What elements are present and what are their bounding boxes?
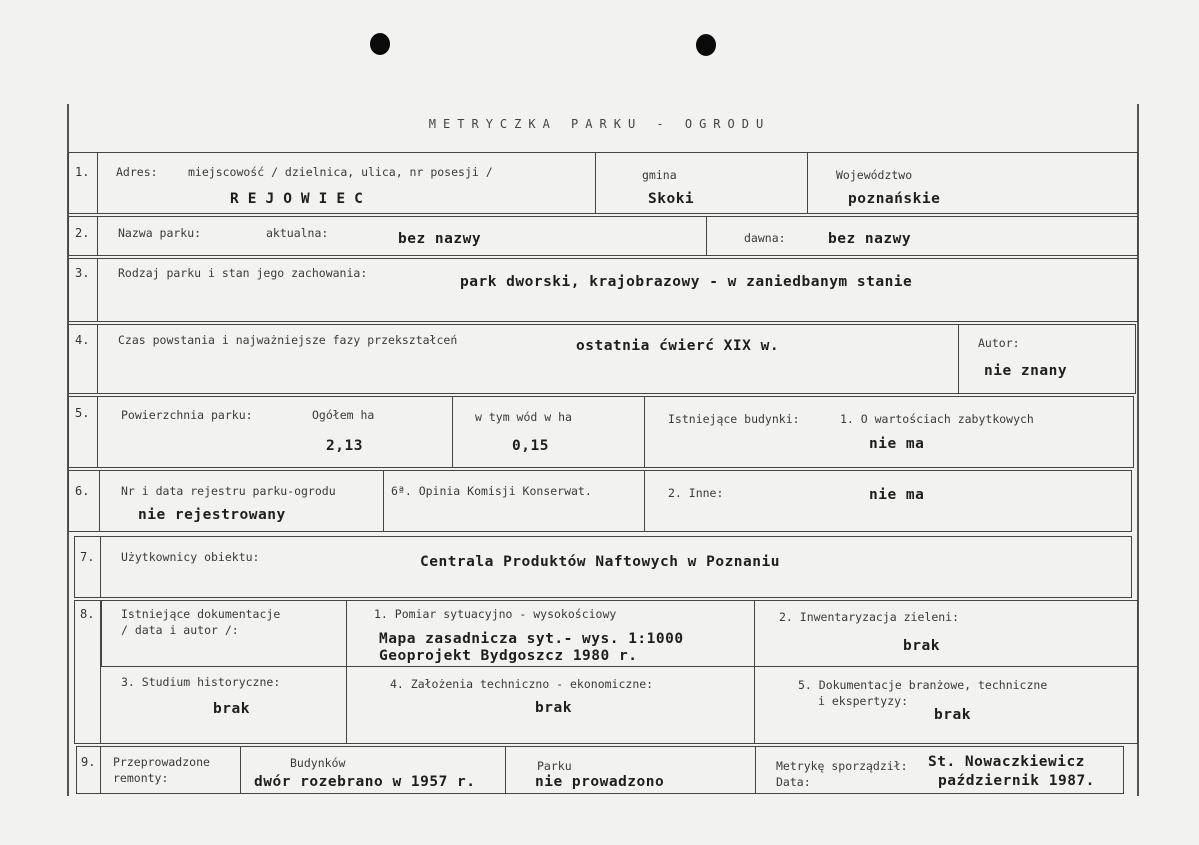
- aktualna-label: aktualna:: [266, 226, 329, 240]
- row1-num-cell: [68, 152, 98, 214]
- remonty-label-1: Przeprowadzone: [113, 755, 210, 769]
- zalozenia-value: brak: [535, 700, 572, 716]
- autor-value: nie znany: [984, 363, 1068, 379]
- data-value: październik 1987.: [938, 773, 1095, 789]
- parku-value: nie prowadzono: [535, 774, 665, 790]
- metryka-label: Metrykę sporządził:: [776, 759, 908, 773]
- dokumentacje-branzowe-label-1: 5. Dokumentacje branżowe, techniczne: [798, 678, 1048, 692]
- rodzaj-label: Rodzaj parku i stan jego zachowania:: [118, 266, 368, 280]
- dokumentacje-branzowe-label-2: i ekspertyzy:: [818, 694, 909, 708]
- data-label: Data:: [776, 775, 811, 789]
- row7-number: 7.: [80, 550, 95, 564]
- row9-num-cell: [76, 746, 101, 794]
- rodzaj-value: park dworski, krajobrazowy - w zaniedbanym stanie: [460, 274, 913, 290]
- wod-value: 0,15: [512, 438, 549, 454]
- form-title: METRYCZKA PARKU - OGRODU: [428, 117, 771, 131]
- row2-number: 2.: [75, 226, 90, 240]
- wojewodztwo-value: poznańskie: [848, 191, 941, 207]
- pomiar-value-1: Mapa zasadnicza syt.- wys. 1:1000: [379, 631, 684, 647]
- remonty-label-2: remonty:: [113, 771, 169, 785]
- budynkow-label: Budynków: [290, 756, 346, 770]
- dokumentacje-label-2: / data i autor /:: [121, 623, 239, 637]
- dokumentacje-label-1: Istniejące dokumentacje: [121, 607, 281, 621]
- parku-label: Parku: [537, 759, 572, 773]
- metryka-value: St. Nowaczkiewicz: [928, 754, 1085, 770]
- wod-label: w tym wód w ha: [475, 410, 572, 424]
- budynki-sublabel: 1. O wartościach zabytkowych: [840, 412, 1034, 426]
- row3-number: 3.: [75, 266, 90, 280]
- adres-sublabel: miejscowość / dzielnica, ulica, nr posesji /: [188, 165, 493, 179]
- zalozenia-label: 4. Założenia techniczno - ekonomiczne:: [390, 677, 654, 691]
- punch-hole-left: [370, 33, 390, 55]
- dokumentacje-branzowe-value: brak: [934, 707, 971, 723]
- row9-number: 9.: [81, 755, 96, 769]
- row7-num-cell: [74, 536, 101, 598]
- czas-label: Czas powstania i najważniejsze fazy przekształceń: [118, 333, 458, 347]
- powierzchnia-label: Powierzchnia parku:: [121, 408, 253, 422]
- studium-value: brak: [213, 701, 250, 717]
- dawna-value: bez nazwy: [828, 231, 912, 247]
- inne-label: 2. Inne:: [668, 486, 724, 500]
- gmina-value: Skoki: [648, 191, 695, 207]
- row8-number: 8.: [80, 607, 95, 621]
- opinia-label: 6ª. Opinia Komisji Konserwat.: [391, 484, 592, 498]
- nazwa-label: Nazwa parku:: [118, 226, 202, 240]
- row5-number: 5.: [75, 406, 90, 420]
- rejestr-label: Nr i data rejestru parku-ogrodu: [121, 484, 336, 498]
- rejestr-value: nie rejestrowany: [138, 507, 286, 523]
- row1-gmina-cell: [595, 152, 808, 214]
- ogolem-label: Ogółem ha: [312, 408, 375, 422]
- studium-label: 3. Studium historyczne:: [121, 675, 281, 689]
- autor-label: Autor:: [978, 336, 1020, 350]
- row1-number: 1.: [75, 165, 90, 179]
- row8-num-cell: [74, 600, 101, 744]
- inwentaryzacja-label: 2. Inwentaryzacja zieleni:: [779, 610, 960, 624]
- aktualna-value: bez nazwy: [398, 231, 482, 247]
- punch-hole-right: [696, 34, 716, 56]
- dawna-label: dawna:: [744, 231, 786, 245]
- row6-opinia-cell: [383, 470, 645, 532]
- adres-value: REJOWIEC: [230, 191, 372, 207]
- adres-label: Adres:: [116, 165, 158, 179]
- uzytkownicy-value: Centrala Produktów Naftowych w Poznaniu: [420, 554, 780, 570]
- budynki-value: nie ma: [869, 436, 925, 452]
- pomiar-value-2: Geoprojekt Bydgoszcz 1980 r.: [379, 648, 638, 664]
- inne-value: nie ma: [869, 487, 925, 503]
- row6-num-cell: [68, 470, 100, 532]
- ogolem-value: 2,13: [326, 438, 363, 454]
- czas-value: ostatnia ćwierć XIX w.: [576, 338, 780, 354]
- row8-pomiar-cell: [346, 600, 755, 744]
- budynkow-value: dwór rozebrano w 1957 r.: [254, 774, 476, 790]
- row4-number: 4.: [75, 333, 90, 347]
- pomiar-label: 1. Pomiar sytuacyjno - wysokościowy: [374, 607, 617, 621]
- budynki-label: Istniejące budynki:: [668, 412, 800, 426]
- wojewodztwo-label: Województwo: [836, 168, 913, 182]
- uzytkownicy-label: Użytkownicy obiektu:: [121, 550, 260, 564]
- row5-wod-cell: [452, 396, 645, 468]
- row4-autor-cell: [958, 324, 1136, 394]
- row6-number: 6.: [75, 484, 90, 498]
- gmina-label: gmina: [642, 168, 677, 182]
- inwentaryzacja-value: brak: [903, 638, 940, 654]
